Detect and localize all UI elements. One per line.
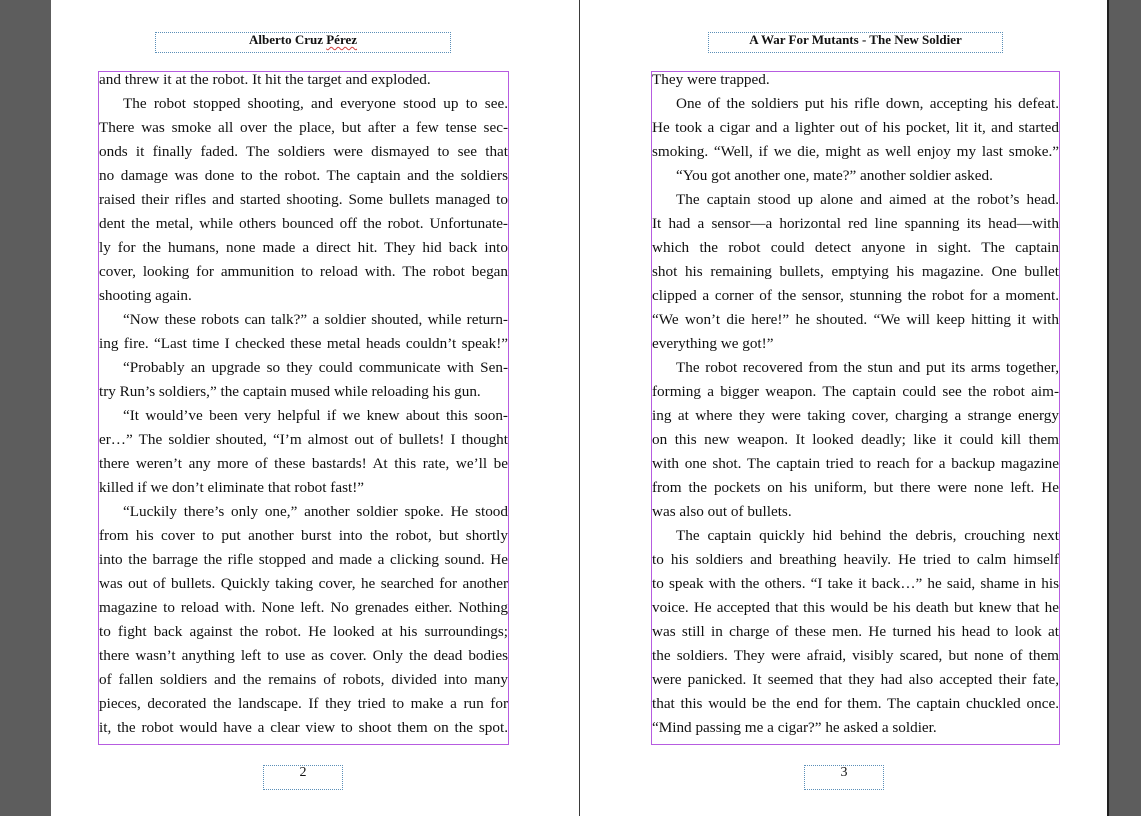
body-text-line: The captain quickly hid behind the debris, crouching next <box>676 527 1059 544</box>
body-text-line: killed if we don’t eliminate that robot fast!” <box>99 479 365 496</box>
body-text-line: to fight back against the robot. He looked at his surroundings; <box>99 623 508 640</box>
body-text-line: shooting again. <box>99 287 192 304</box>
left-page <box>51 0 579 816</box>
body-text-line: that this would be the end for them. The captain chuckled once. <box>652 695 1059 712</box>
body-text-line: and threw it at the robot. It hit the target and exploded. <box>99 71 431 88</box>
body-text-line: ing at where they were taking cover, charging a strange energy <box>652 407 1059 424</box>
body-text-line: were panicked. It seemed that they had also accepted their fate, <box>652 671 1059 688</box>
body-text-line: pieces, decorated the landscape. If they tried to make a run for <box>99 695 508 712</box>
body-text-line: the soldiers. They were afraid, visibly scared, but none of them <box>652 647 1059 664</box>
body-text-line: from the pockets on his uniform, but there were none left. He <box>652 479 1059 496</box>
body-text-line: on this new weapon. It looked deadly; like it could kill them <box>652 431 1059 448</box>
body-text-line: to his soldiers and breathing heavily. He tried to calm himself <box>652 551 1059 568</box>
body-text-line: er…” The soldier shouted, “I’m almost out of bullets! I thought <box>99 431 508 448</box>
body-text-line: ly for the humans, none made a direct hit. They hid back into <box>99 239 508 256</box>
body-text-line: which the robot could detect anyone in sight. The captain <box>652 239 1059 256</box>
body-text-line: It had a sensor—a horizontal red line spanning its head—with <box>652 215 1059 232</box>
body-text-line: there wasn’t anything left to use as cover. Only the dead bodies <box>99 647 508 664</box>
body-text-line: no damage was done to the robot. The captain and the soldiers <box>99 167 508 184</box>
body-text-line: onds it finally faded. The soldiers were dismayed to see that <box>99 143 508 160</box>
body-text-line: smoking. “Well, if we die, might as well enjoy my last smoke.” <box>652 143 1059 160</box>
header-author-last-misspelled[interactable]: Pérez <box>326 32 358 47</box>
body-text-line: “Now these robots can talk?” a soldier shouted, while return- <box>123 311 508 328</box>
body-text-line: “It would’ve been very helpful if we knew about this soon- <box>123 407 508 424</box>
page-shadow <box>1107 0 1109 816</box>
text-frame-left[interactable] <box>98 71 509 745</box>
body-text-line: shot his remaining bullets, emptying his magazine. One bullet <box>652 263 1059 280</box>
page-header-title[interactable]: A War For Mutants - The New Soldier <box>708 32 1003 53</box>
body-text-line: from his cover to put another burst into the robot, but shortly <box>99 527 508 544</box>
body-text-line: try Run’s soldiers,” the captain mused while reloading his gun. <box>99 383 481 400</box>
body-text-line: “You got another one, mate?” another soldier asked. <box>676 167 993 184</box>
body-text-line: cover, looking for ammunition to reload with. The robot began <box>99 263 508 280</box>
body-text-line: They were trapped. <box>652 71 770 88</box>
body-text-line: dent the metal, while others bounced off the robot. Unfortunate- <box>99 215 508 232</box>
body-text-line: “Luckily there’s only one,” another soldier spoke. He stood <box>123 503 508 520</box>
body-text-line: to speak with the others. “I take it back…” he said, shame in his <box>652 575 1059 592</box>
body-text-line: “Probably an upgrade so they could communicate with Sen- <box>123 359 508 376</box>
header-author-first: Alberto Cruz <box>248 32 327 47</box>
body-text-line: was still in charge of these men. He turned his head to look at <box>652 623 1059 640</box>
body-text-line: was also out of bullets. <box>652 503 792 520</box>
body-text-line: magazine to reload with. None left. No grenades either. Nothing <box>99 599 508 616</box>
body-text-line: into the barrage the rifle stopped and made a clicking sound. He <box>99 551 508 568</box>
body-text-line: The robot recovered from the stun and put its arms together, <box>676 359 1059 376</box>
body-text-line: He took a cigar and a lighter out of his pocket, lit it, and started <box>652 119 1059 136</box>
body-text-line: There was smoke all over the place, but after a few tense sec- <box>99 119 508 136</box>
page-number-right: 3 <box>804 765 884 790</box>
page-header-author[interactable] <box>155 32 451 53</box>
body-text-line: raised their rifles and started shooting. Some bullets managed to <box>99 191 508 208</box>
body-text-line: “Mind passing me a cigar?” he asked a soldier. <box>652 719 937 736</box>
page-number-left: 2 <box>263 765 343 790</box>
body-text-line: “We won’t die here!” he shouted. “We will keep hitting it with <box>652 311 1059 328</box>
body-text-line: voice. He accepted that this would be his death but knew that he <box>652 599 1059 616</box>
text-frame-right[interactable] <box>651 71 1060 745</box>
body-text-line: The robot stopped shooting, and everyone stood up to see. <box>123 95 508 112</box>
body-text-line: was out of bullets. Quickly taking cover, he searched for another <box>99 575 508 592</box>
body-text-line: clipped a corner of the sensor, stunning the robot for a moment. <box>652 287 1059 304</box>
body-text-line: ing fire. “Last time I checked these metal heads couldn’t speak!” <box>99 335 508 352</box>
body-text-line: One of the soldiers put his rifle down, accepting his defeat. <box>676 95 1059 112</box>
body-text-line: The captain stood up alone and aimed at the robot’s head. <box>676 191 1059 208</box>
body-text-line: with one shot. The captain tried to reach for a backup magazine <box>652 455 1059 472</box>
body-text-line: everything we got!” <box>652 335 774 352</box>
body-text-line: of fallen soldiers and the remains of robots, divided into many <box>99 671 508 688</box>
body-text-line: there weren’t any more of these bastards! At this rate, we’ll be <box>99 455 508 472</box>
body-text-line: it, the robot would have a clear view to shoot them on the spot. <box>99 719 508 736</box>
body-text-line: forming a bigger weapon. The captain could see the robot aim- <box>652 383 1059 400</box>
right-page <box>580 0 1107 816</box>
